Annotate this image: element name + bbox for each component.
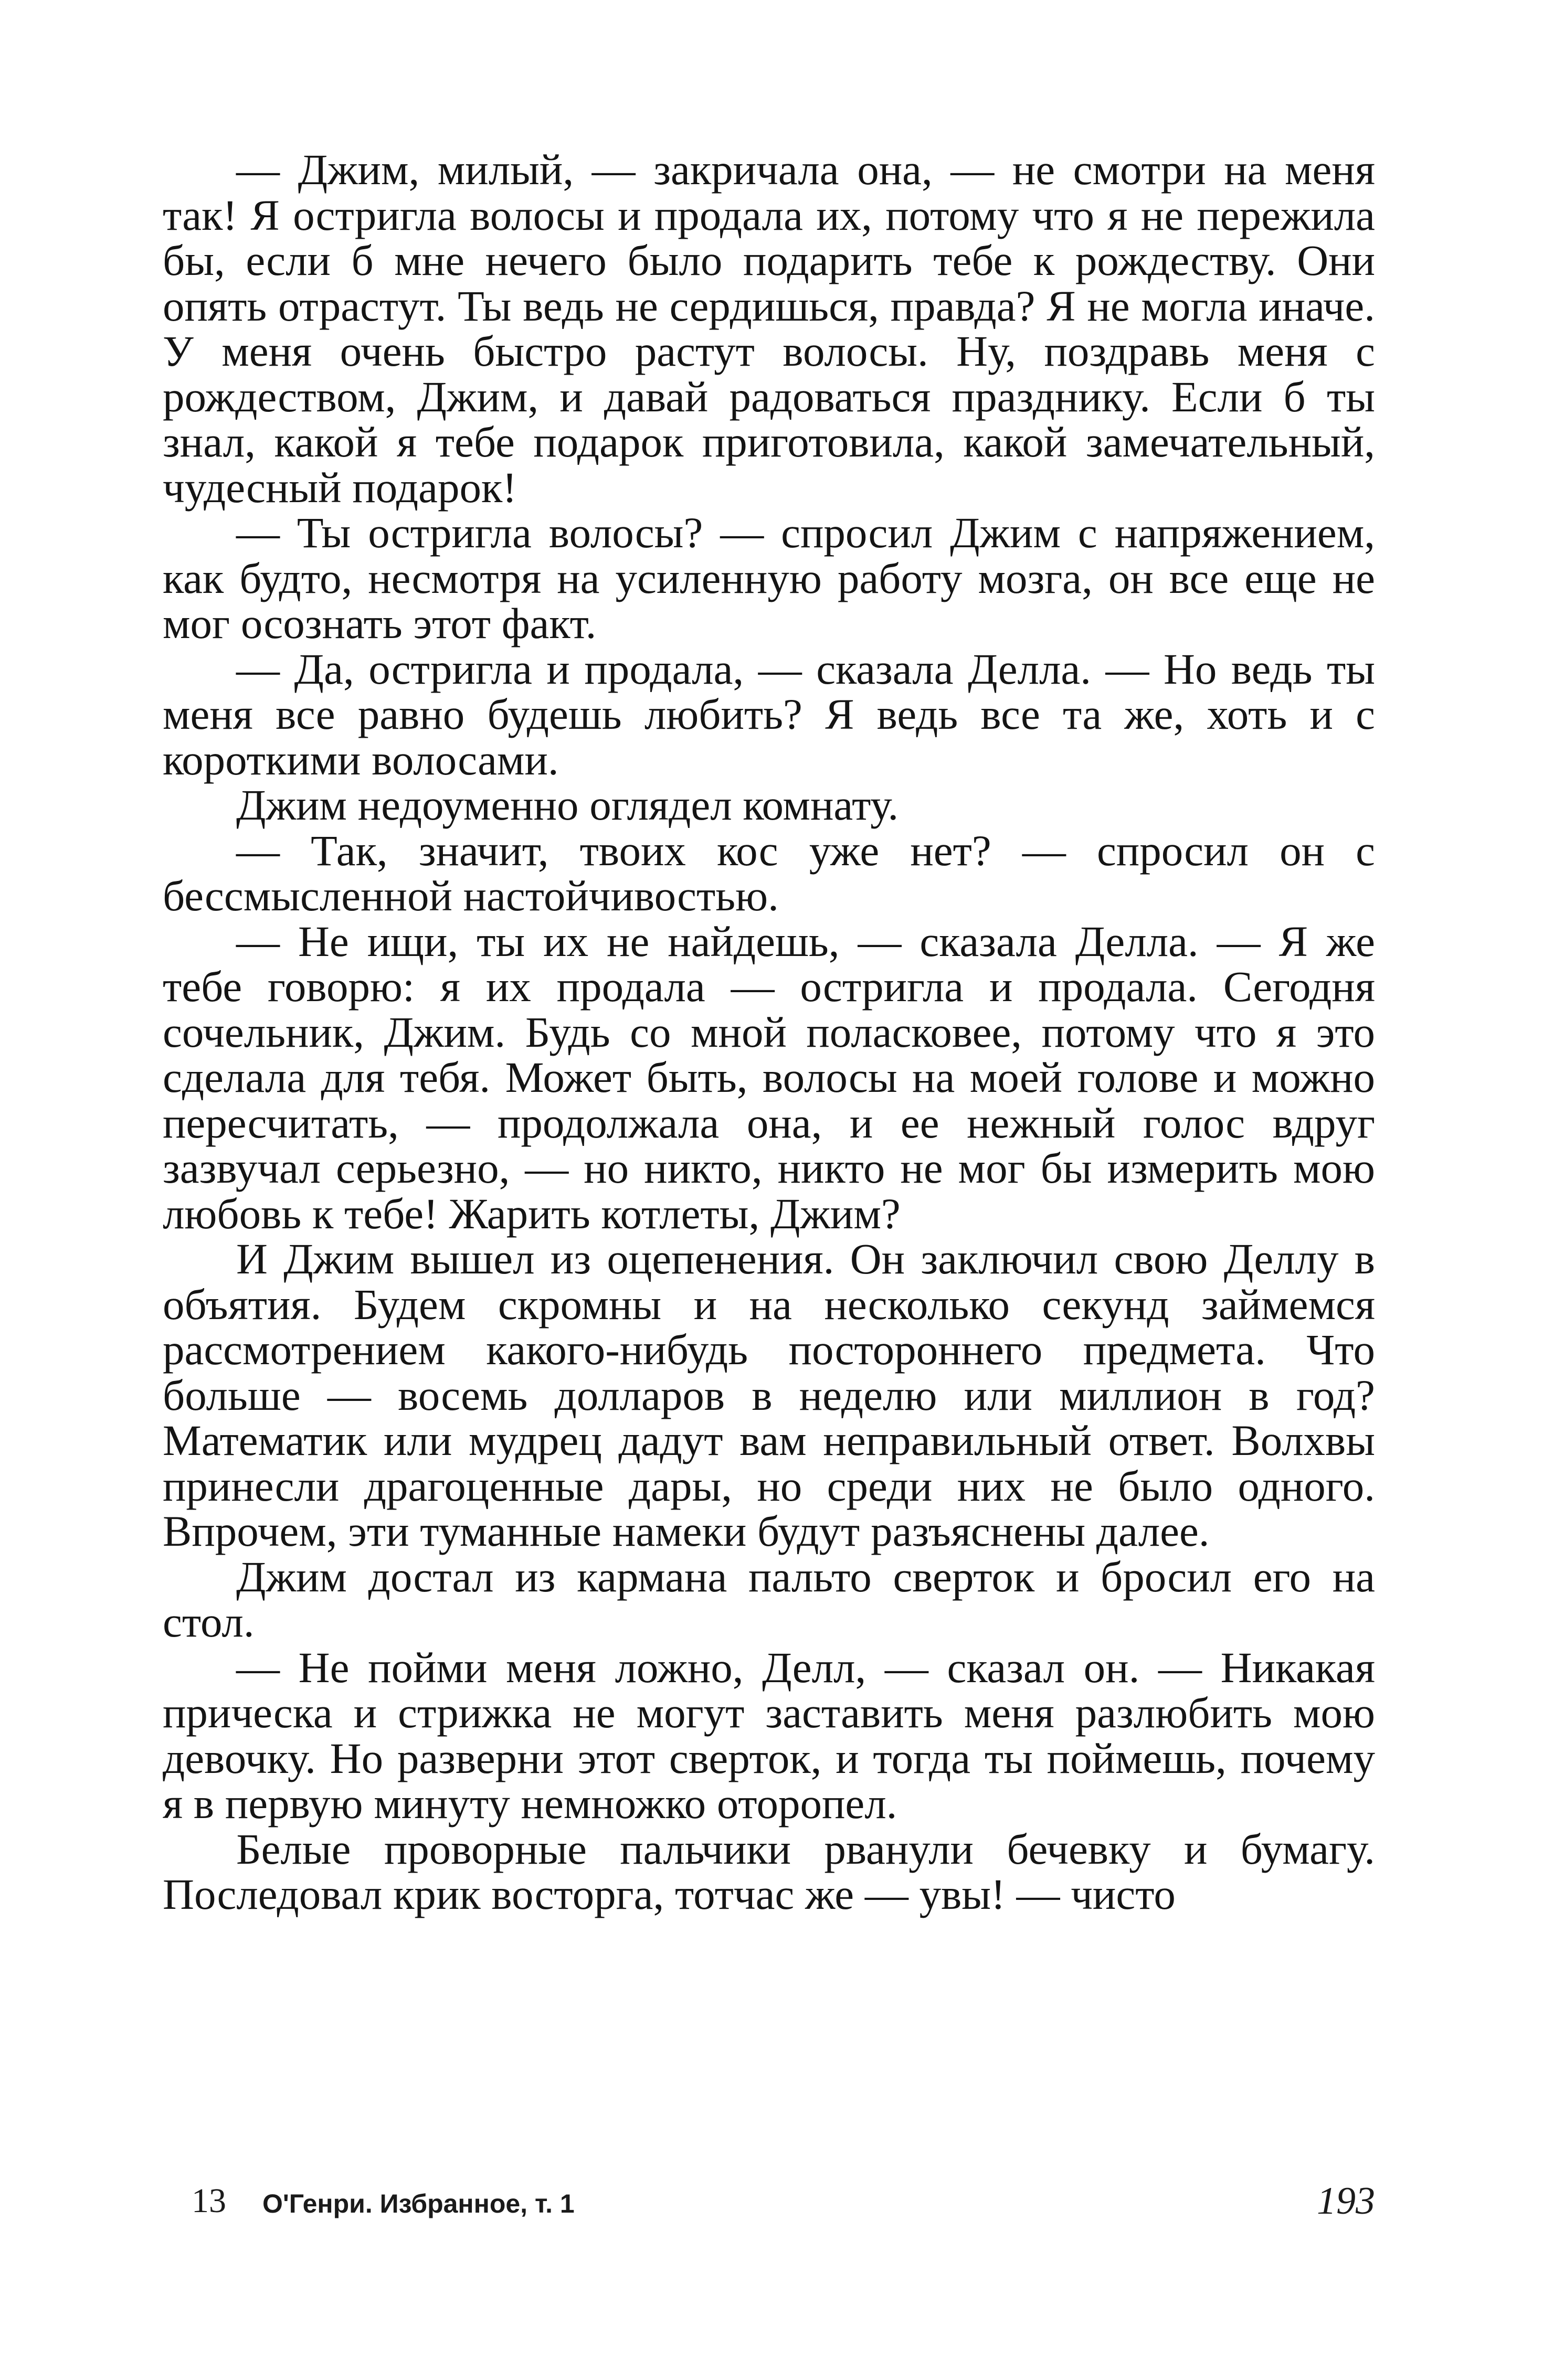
paragraph-4: Джим недоуменно оглядел комнату.	[236, 781, 899, 829]
paragraph-10: Белые проворные пальчики рванули бечевку и бумагу. Последовал крик восторга, тотчас же — увы! — чисто	[163, 1824, 1375, 1918]
paragraph-1: — Джим, милый, — закричала она, — не смотри на меня так! Я остригла волосы и продала их, потому что я не пережила бы, если б мне нечего было подарить тебе к рождеству. Они опять отрастут. Ты ведь не сердишься, правда? Я не могла иначе. У меня очень быстро растут волосы. Ну, поздравь меня с рождеством, Джим, и давай радоваться празднику. Если б ты знал, какой я тебе подарок приготовила, какой замечательный, чудесный подарок!	[163, 145, 1375, 512]
paragraph-2: — Ты остригла волосы? — спросил Джим с напряжением, как будто, несмотря на усиленную работу мозга, он все еще не мог осознать этот факт.	[163, 508, 1375, 647]
book-imprint: О'Генри. Избранное, т. 1	[262, 2189, 575, 2218]
page-footer	[163, 2177, 1375, 2230]
paragraph-7: И Джим вышел из оцепенения. Он заключил свою Деллу в объятия. Будем скромны и на несколько секунд займемся рассмотрением какого-нибудь постороннего предмета. Что больше — восемь долларов в неделю или миллион в год? Математик или мудрец дадут вам неправильный ответ. Волхвы принесли драгоценные дары, но среди них не было одного. Впрочем, эти туманные намеки будут разъяснены далее.	[163, 1235, 1375, 1555]
paragraph-8: Джим достал из кармана пальто сверток и бросил его на стол.	[163, 1552, 1375, 1646]
paragraph-9: — Не пойми меня ложно, Делл, — сказал он. — Никакая прическа и стрижка не могут заставить меня разлюбить мою девочку. Но разверни этот сверток, и тогда ты поймешь, почему я в первую минуту немножко оторопел.	[163, 1643, 1375, 1828]
printer-signature: 13	[192, 2182, 226, 2220]
page-number: 193	[1317, 2180, 1375, 2223]
paragraph-6: — Не ищи, ты их не найдешь, — сказала Делла. — Я же тебе говорю: я их продала — остригла и продала. Сегодня сочельник, Джим. Будь со мной поласковее, потому что я это сделала для тебя. Может быть, волосы на моей голове и можно пересчитать, — продолжала она, и ее нежный голос вдруг зазвучал серьезно, — но никто, никто не мог бы измерить мою любовь к тебе! Жарить котлеты, Джим?	[163, 917, 1375, 1238]
book-page	[163, 147, 1375, 2240]
paragraph-3: — Да, остригла и продала, — сказала Делла. — Но ведь ты меня все равно будешь любить? Я ведь все та же, хоть и с короткими волосами.	[163, 644, 1375, 784]
body-text	[163, 147, 1375, 1917]
paragraph-5: — Так, значит, твоих кос уже нет? — спросил он с бессмысленной настойчивостью.	[163, 826, 1375, 920]
